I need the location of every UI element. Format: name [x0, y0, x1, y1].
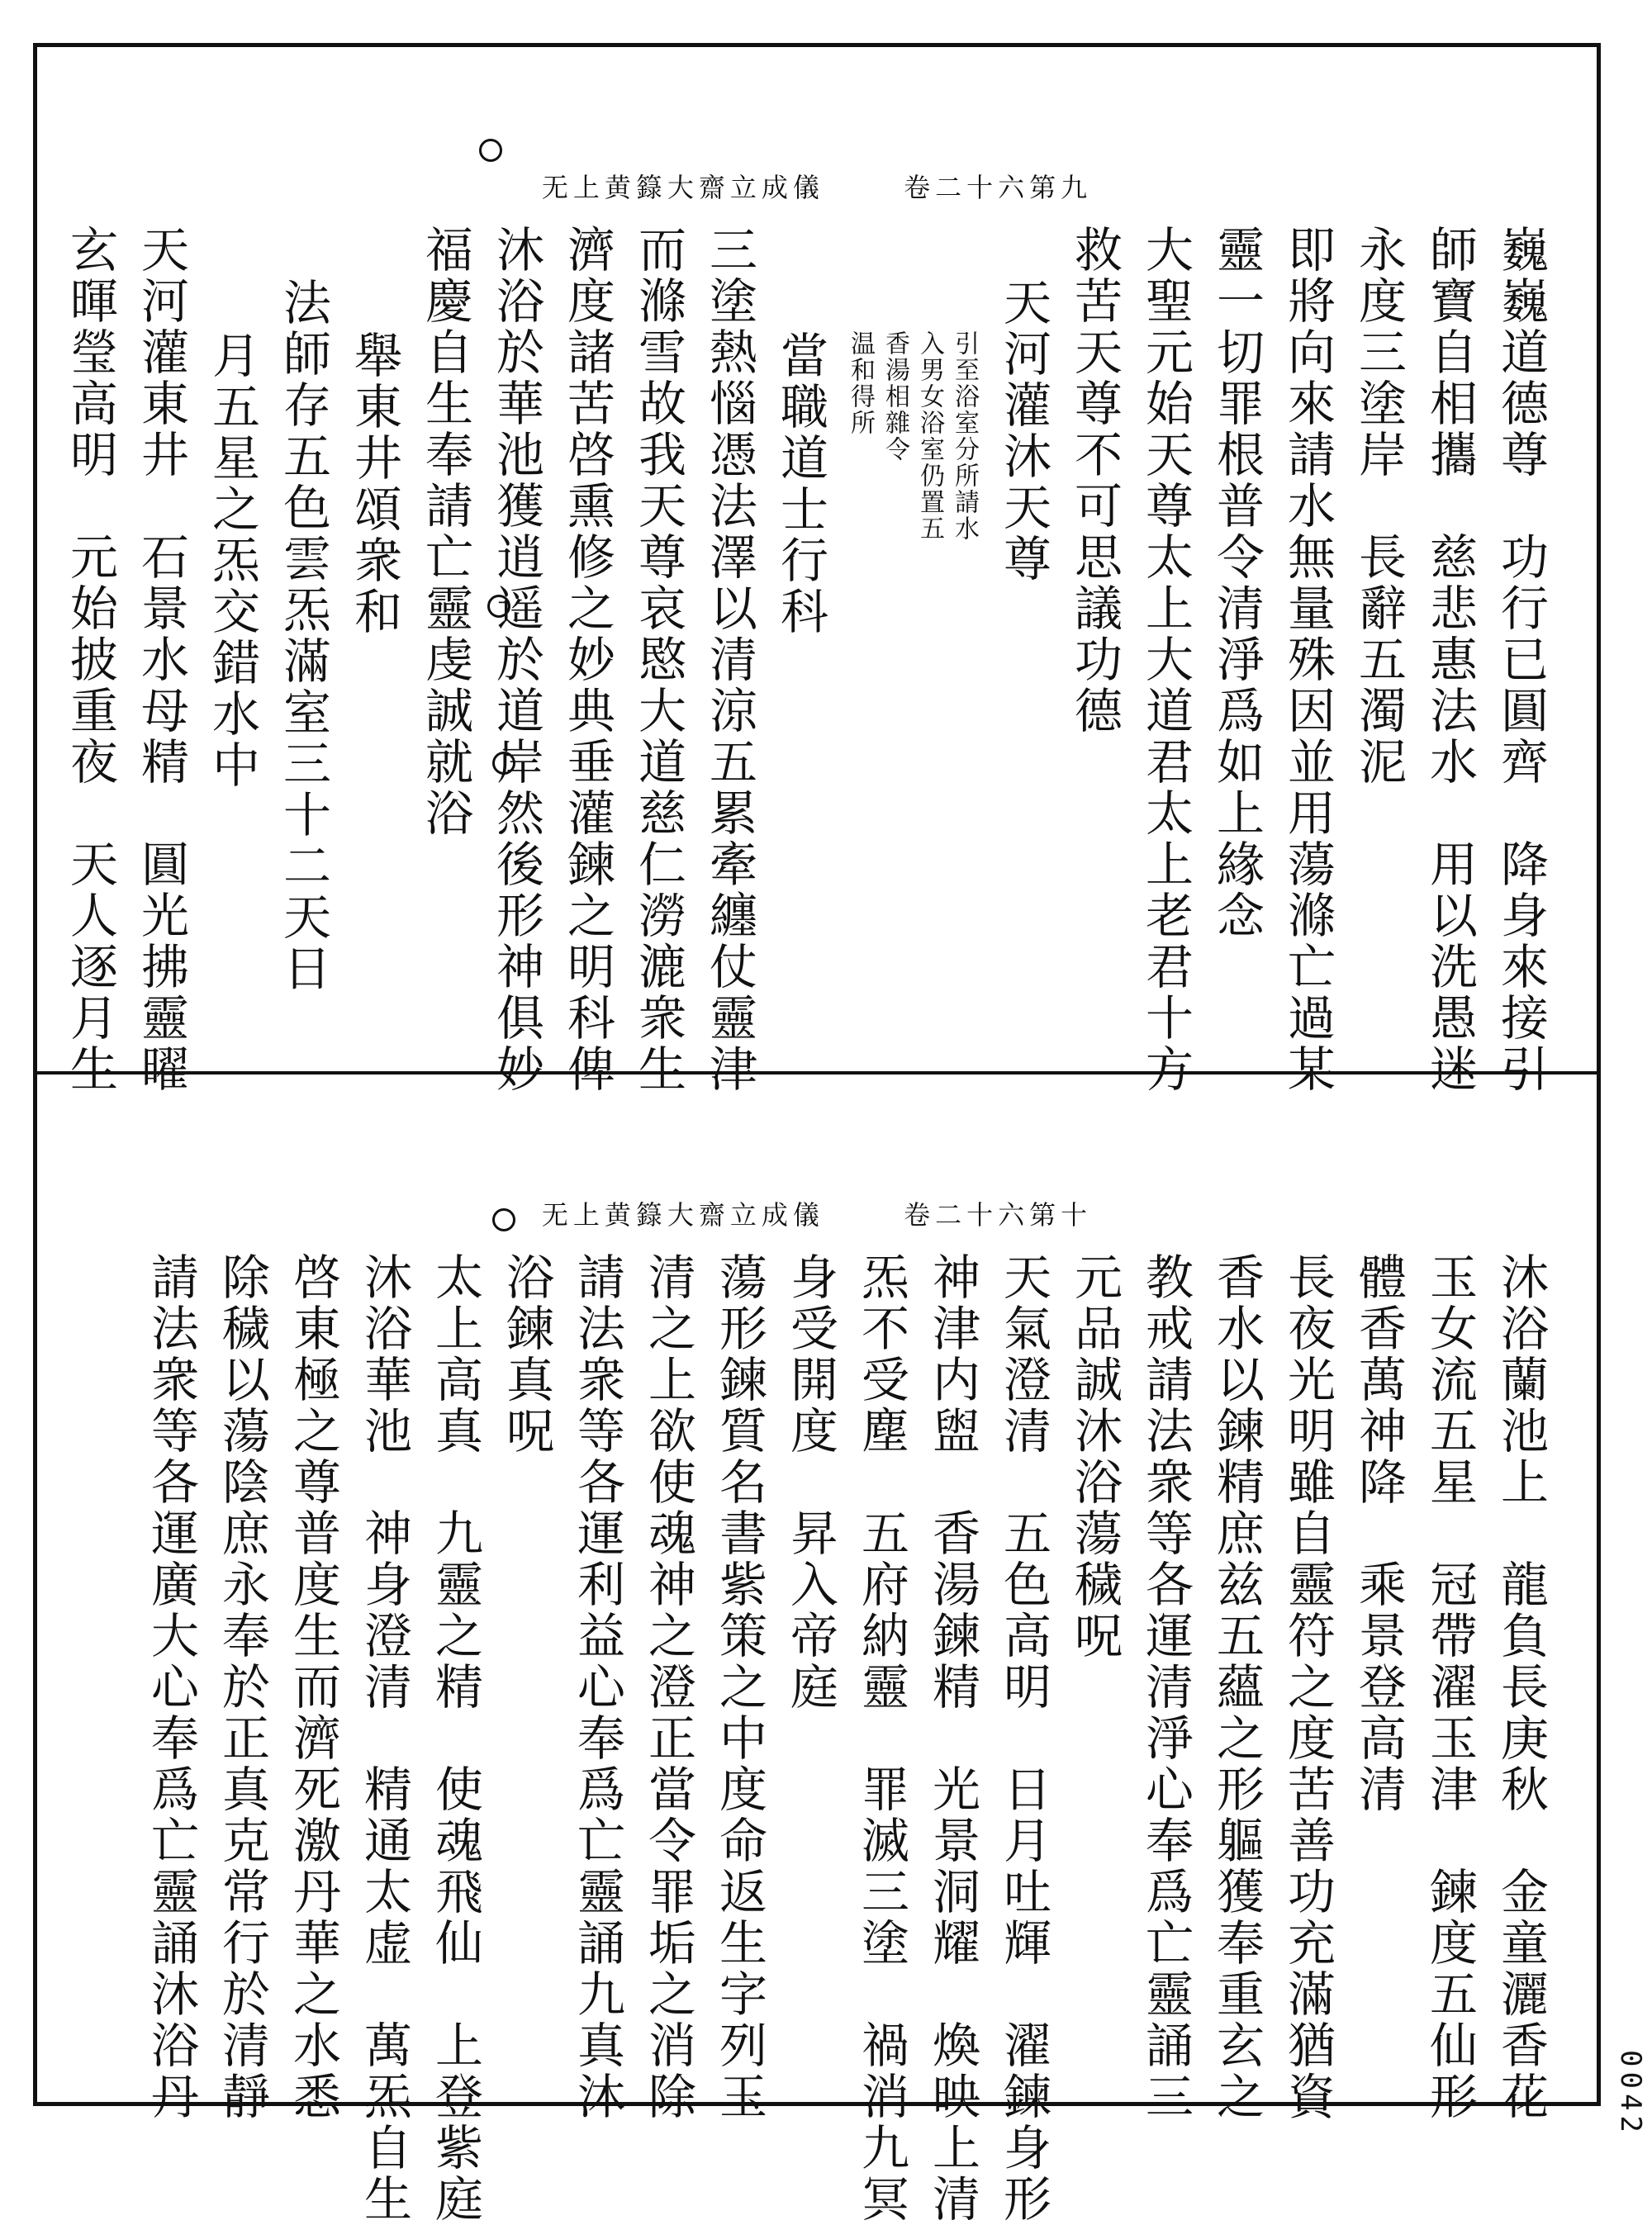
upper-text-column: 月五星之炁交錯水中: [204, 330, 260, 791]
lower-text-column: 元品誠沐浴蕩穢呪: [1066, 1252, 1123, 1662]
upper-text-column: 當職道士行科: [772, 330, 828, 638]
upper-running-head: [37, 167, 1597, 205]
upper-page: [37, 47, 1597, 1095]
upper-text-column: 沐浴於華池獲逍遥於道岸然後形神俱妙: [488, 225, 544, 1095]
upper-header-volume: 卷二十六第九: [904, 172, 1093, 203]
upper-text-column: 靈一切罪根普令清淨爲如上緣念: [1208, 225, 1265, 942]
upper-text-column: 天河灌沐天尊: [995, 278, 1051, 585]
upper-text-column: 法師存五色雲炁滿室三十二天日: [275, 278, 331, 994]
lower-text-column: 蕩形鍊質名書紫策之中度命返生字列玉: [711, 1252, 767, 2123]
page-number: 0042: [1614, 2050, 1647, 2137]
upper-text-column: 舉東井頌衆和: [346, 330, 402, 638]
annotation-line: 入男女浴室仍置五: [915, 330, 944, 542]
punctuation-circle: [492, 1208, 515, 1231]
lower-page: [37, 1075, 1597, 2225]
lower-text-column: 玉女流五星 冠帶濯玉津 鍊度五仙形: [1422, 1252, 1478, 2123]
lower-text-column: 天氣澄清 五色高明 日月吐輝 濯鍊身形: [995, 1252, 1051, 2225]
annotation-line: 温和得所: [846, 330, 875, 436]
lower-text-column: 長夜光明雖自靈符之度苦善功充滿猶資: [1279, 1252, 1336, 2123]
lower-text-column: 體香萬神降 乘景登高清: [1351, 1252, 1407, 1815]
lower-text-column: 沐浴蘭池上 龍負長庚秋 金童灑香花: [1493, 1252, 1549, 2123]
upper-text-column: 三塗熱惱憑法澤以清涼五累牽纏仗靈津: [701, 225, 757, 1095]
upper-annotation: [845, 225, 979, 542]
lower-text-column: 身受開度 昇入帝庭: [782, 1252, 838, 1713]
page-frame: [33, 43, 1601, 2225]
upper-text-column: 師寶自相攜 慈悲惠法水 用以洗愚迷: [1422, 225, 1478, 1095]
lower-text-column: 啓東極之尊普度生而濟死激丹華之水悉: [285, 1252, 341, 2123]
upper-header-title: 无上黄籙大齋立成儀: [541, 172, 824, 203]
lower-text-column: 請法衆等各運廣大心奉爲亡靈誦沐浴丹: [143, 1252, 199, 2123]
upper-text-column: 永度三塗岸 長辭五濁泥: [1351, 225, 1407, 788]
upper-text-column: 大聖元始天尊太上大道君太上老君十方: [1137, 225, 1194, 1095]
lower-text-column: 除穢以蕩陰庶永奉於正真克常行於清靜: [214, 1252, 270, 2123]
upper-text-column: 福慶自生奉請亡靈虔誠就浴: [417, 225, 473, 839]
lower-text-column: 浴鍊真呪: [498, 1252, 554, 1457]
punctuation-circle: [492, 752, 515, 775]
upper-text-column: 即將向來請水無量殊因並用蕩滌亡過某: [1279, 225, 1336, 1095]
punctuation-circle: [487, 595, 510, 618]
lower-header-volume: 卷二十六第十: [904, 1199, 1093, 1231]
lower-running-head: [37, 1194, 1597, 1232]
upper-text-column: 濟度諸苦啓熏修之妙典垂灌鍊之明科俾: [559, 225, 615, 1095]
lower-text-column: 請法衆等各運利益心奉爲亡靈誦九真沐: [569, 1252, 625, 2123]
lower-header-title: 无上黄籙大齋立成儀: [541, 1199, 824, 1231]
upper-text-column: 救苦天尊不可思議功德: [1066, 225, 1123, 737]
lower-text-column: 神津内盥 香湯鍊精 光景洞耀 煥映上清: [924, 1252, 980, 2225]
upper-text-column: 玄暉瑩高明 元始披重夜 天人逐月生: [62, 225, 118, 1095]
upper-text-column: 天河灌東井 石景水母精 圓光拂靈曜: [133, 225, 189, 1095]
lower-text-column: 教戒請法衆等各運清淨心奉爲亡靈誦三: [1137, 1252, 1194, 2123]
lower-text-column: 炁不受塵 五府納靈 罪滅三塗 禍消九冥: [853, 1252, 909, 2225]
lower-text-columns: [143, 1252, 1549, 2225]
punctuation-circle: [479, 139, 502, 162]
annotation-line: 引至浴室分所請水: [950, 330, 979, 542]
lower-text-column: 太上高真 九靈之精 使魂飛仙 上登紫庭: [427, 1252, 483, 2225]
lower-text-column: 清之上欲使魂神之澄正當令罪垢之消除: [640, 1252, 696, 2123]
upper-text-column: 而滌雪故我天尊哀愍大道慈仁澇漉衆生: [630, 225, 686, 1095]
lower-text-column: 沐浴華池 神身澄清 精通太虚 萬炁自生: [356, 1252, 412, 2225]
upper-text-columns: [62, 225, 1549, 1095]
lower-text-column: 香水以鍊精庶兹五蘊之形軀獲奉重玄之: [1208, 1252, 1265, 2123]
upper-text-column: 巍巍道德尊 功行已圓齊 降身來接引: [1493, 225, 1549, 1095]
annotation-line: 香湯相雜令: [881, 330, 909, 463]
